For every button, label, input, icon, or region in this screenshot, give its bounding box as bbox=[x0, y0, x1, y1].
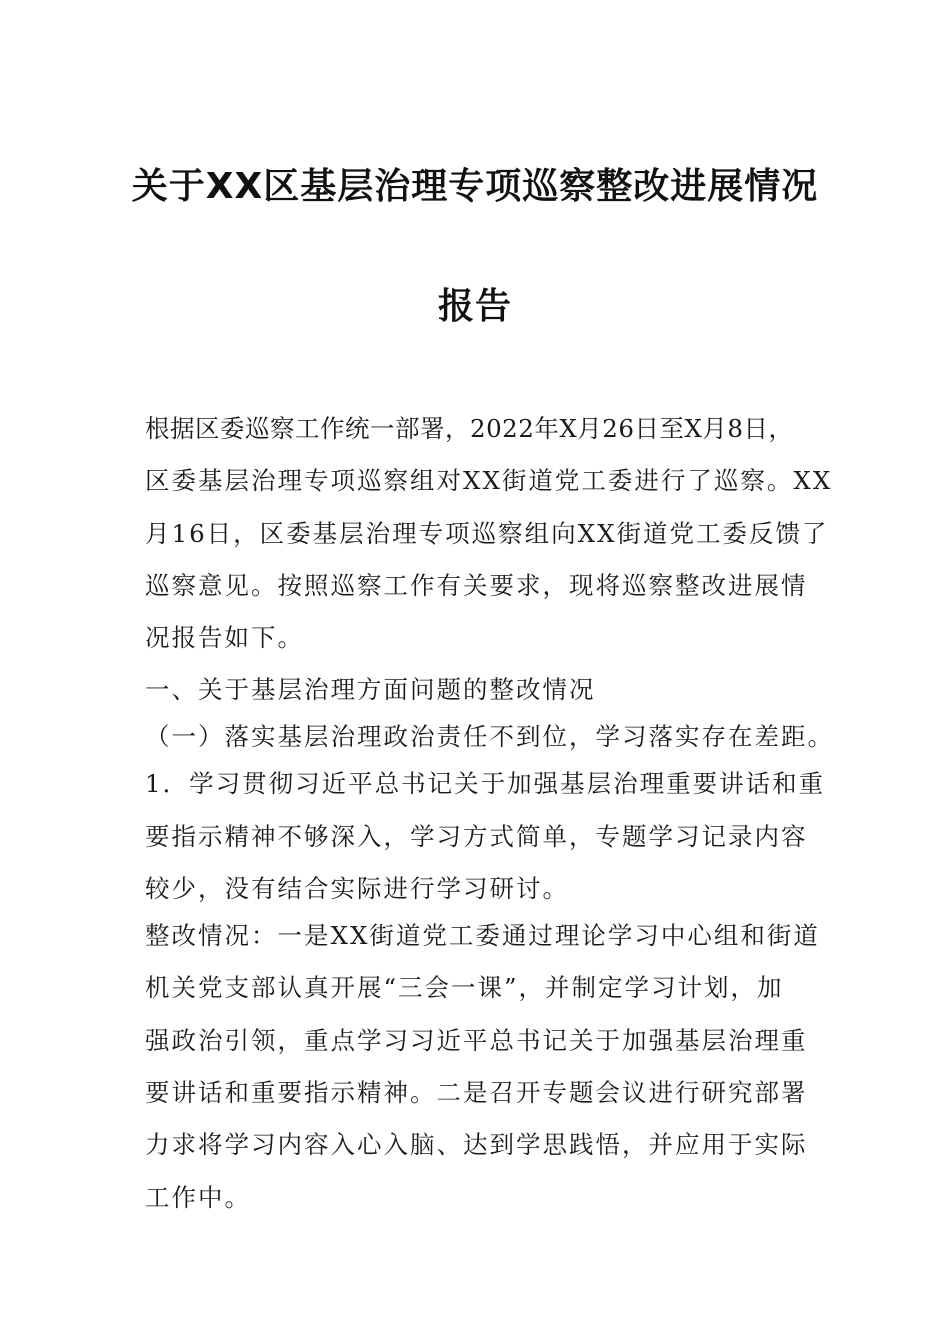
section-heading: 一、关于基层治理方面问题的整改情况 bbox=[145, 675, 596, 705]
document-title-line-1: 关于XX区基层治理专项巡察整改进展情况 bbox=[131, 166, 819, 207]
body-line: 较少，没有结合实际进行学习研讨。 bbox=[145, 874, 569, 904]
body-line: 区委基层治理专项巡察组对XX街道党工委进行了巡察。XX bbox=[145, 466, 833, 496]
body-line: 强政治引领，重点学习习近平总书记关于加强基层治理重 bbox=[145, 1025, 808, 1055]
body-line: 根据区委巡察工作统一部署，2022年X月26日至X月8日， bbox=[145, 414, 794, 443]
body-line: 要指示精神不够深入，学习方式简单，专题学习记录内容 bbox=[145, 821, 808, 851]
body-line: 机关党支部认真开展“三会一课”，并制定学习计划，加 bbox=[145, 973, 784, 1003]
subsection-heading: （一）落实基层治理政治责任不到位，学习落实存在差距。 bbox=[145, 722, 834, 752]
body-line: 工作中。 bbox=[145, 1182, 251, 1212]
body-line: 整改情况：一是XX街道党工委通过理论学习中心组和街道 bbox=[145, 921, 820, 951]
body-line: 月16日，区委基层治理专项巡察组向XX街道党工委反馈了 bbox=[145, 518, 829, 548]
body-line: 巡察意见。按照巡察工作有关要求，现将巡察整改进展情 bbox=[145, 570, 808, 600]
body-line: 1．学习贯彻习近平总书记关于加强基层治理重要讲话和重 bbox=[145, 769, 826, 799]
body-line: 要讲话和重要指示精神。二是召开专题会议进行研究部署 bbox=[145, 1077, 808, 1107]
document-title-line-2: 报告 bbox=[437, 286, 512, 327]
document-body bbox=[145, 414, 834, 1235]
body-line: 力求将学习内容入心入脑、达到学思践悟，并应用于实际 bbox=[145, 1130, 808, 1160]
body-line: 况报告如下。 bbox=[145, 623, 304, 653]
